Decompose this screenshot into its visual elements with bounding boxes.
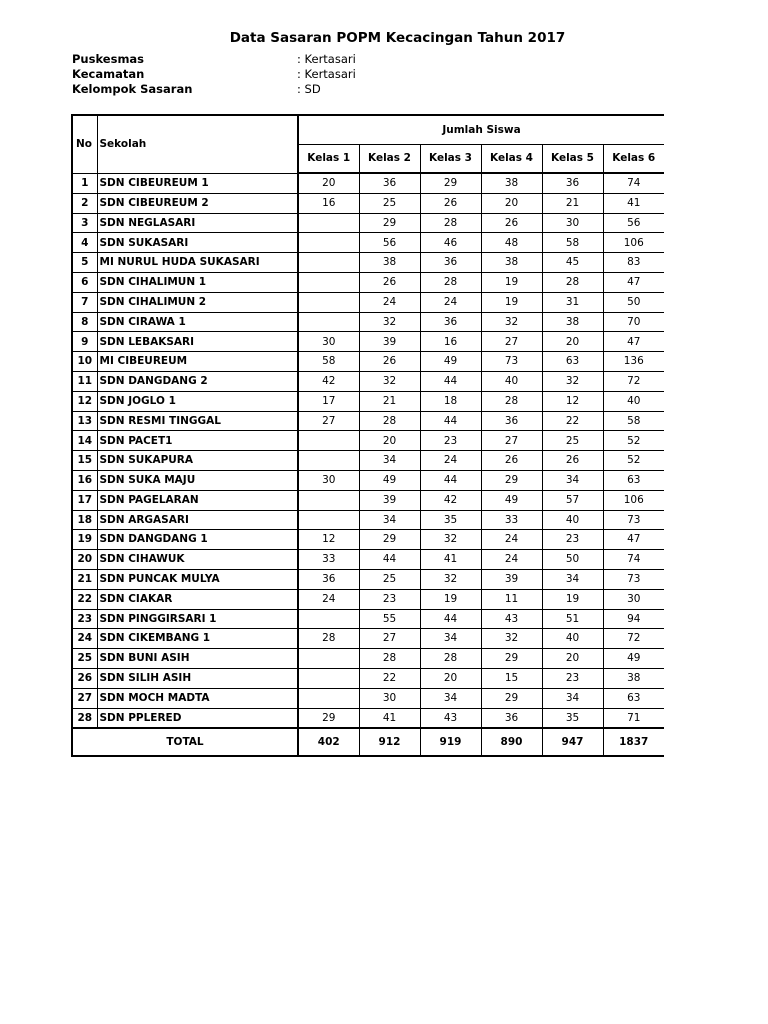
kelas-5-value: 34 — [542, 470, 603, 490]
kelas-6-value: 50 — [603, 292, 664, 312]
row-number: 25 — [72, 649, 97, 669]
row-number: 24 — [72, 629, 97, 649]
kelas-4-value: 40 — [481, 371, 542, 391]
kelas-2-value: 28 — [359, 649, 420, 669]
school-name: MI CIBEUREUM — [97, 352, 298, 372]
kelas-2-value: 25 — [359, 193, 420, 213]
table-row — [72, 490, 664, 510]
kelas-3-value: 44 — [420, 609, 481, 629]
table-row — [72, 510, 664, 530]
info-label-kelompok-sasaran: Kelompok Sasaran — [72, 82, 193, 96]
info-value-kecamatan: : Kertasari — [297, 67, 356, 81]
kelas-1-value: 28 — [298, 629, 359, 649]
header-sekolah: Sekolah — [97, 115, 298, 173]
school-name: MI NURUL HUDA SUKASARI — [97, 253, 298, 273]
row-number: 27 — [72, 688, 97, 708]
table-row — [72, 708, 664, 728]
kelas-2-value: 56 — [359, 233, 420, 253]
school-name: SDN PPLERED — [97, 708, 298, 728]
kelas-2-value: 29 — [359, 530, 420, 550]
table-row — [72, 233, 664, 253]
kelas-4-value: 27 — [481, 431, 542, 451]
school-name: SDN PAGELARAN — [97, 490, 298, 510]
kelas-6-value: 47 — [603, 332, 664, 352]
kelas-6-value: 63 — [603, 688, 664, 708]
kelas-4-value: 19 — [481, 292, 542, 312]
total-kelas-1: 402 — [298, 728, 359, 756]
row-number: 19 — [72, 530, 97, 550]
kelas-3-value: 35 — [420, 510, 481, 530]
kelas-5-value: 38 — [542, 312, 603, 332]
kelas-6-value: 70 — [603, 312, 664, 332]
kelas-4-value: 29 — [481, 470, 542, 490]
kelas-1-value — [298, 510, 359, 530]
table-row — [72, 550, 664, 570]
kelas-5-value: 21 — [542, 193, 603, 213]
school-name: SDN LEBAKSARI — [97, 332, 298, 352]
total-kelas-2: 912 — [359, 728, 420, 756]
kelas-1-value — [298, 688, 359, 708]
kelas-1-value: 29 — [298, 708, 359, 728]
school-name: SDN SUKASARI — [97, 233, 298, 253]
school-name: SDN CIBEUREUM 1 — [97, 173, 298, 193]
row-number: 6 — [72, 272, 97, 292]
kelas-2-value: 34 — [359, 510, 420, 530]
kelas-3-value: 19 — [420, 589, 481, 609]
kelas-3-value: 24 — [420, 451, 481, 471]
school-name: SDN JOGLO 1 — [97, 391, 298, 411]
school-name: SDN PINGGIRSARI 1 — [97, 609, 298, 629]
row-number: 8 — [72, 312, 97, 332]
row-number: 4 — [72, 233, 97, 253]
kelas-3-value: 49 — [420, 352, 481, 372]
kelas-2-value: 55 — [359, 609, 420, 629]
table-row — [72, 649, 664, 669]
table-row — [72, 609, 664, 629]
kelas-1-value: 16 — [298, 193, 359, 213]
kelas-4-value: 26 — [481, 213, 542, 233]
row-number: 23 — [72, 609, 97, 629]
kelas-4-value: 11 — [481, 589, 542, 609]
kelas-3-value: 36 — [420, 253, 481, 273]
row-number: 28 — [72, 708, 97, 728]
kelas-3-value: 26 — [420, 193, 481, 213]
table-row — [72, 173, 664, 193]
school-name: SDN PACET1 — [97, 431, 298, 451]
school-name: SDN PUNCAK MULYA — [97, 569, 298, 589]
kelas-5-value: 40 — [542, 510, 603, 530]
kelas-3-value: 28 — [420, 649, 481, 669]
kelas-6-value: 47 — [603, 530, 664, 550]
kelas-5-value: 50 — [542, 550, 603, 570]
row-number: 15 — [72, 451, 97, 471]
kelas-2-value: 49 — [359, 470, 420, 490]
kelas-6-value: 52 — [603, 431, 664, 451]
kelas-3-value: 41 — [420, 550, 481, 570]
row-number: 21 — [72, 569, 97, 589]
table-row — [72, 668, 664, 688]
data-table — [71, 114, 664, 757]
kelas-4-value: 29 — [481, 649, 542, 669]
kelas-6-value: 63 — [603, 470, 664, 490]
table-header-row — [72, 115, 664, 145]
kelas-5-value: 34 — [542, 688, 603, 708]
school-name: SDN ARGASARI — [97, 510, 298, 530]
kelas-3-value: 46 — [420, 233, 481, 253]
kelas-4-value: 32 — [481, 629, 542, 649]
kelas-2-value: 22 — [359, 668, 420, 688]
kelas-6-value: 38 — [603, 668, 664, 688]
kelas-1-value: 42 — [298, 371, 359, 391]
school-name: SDN SUKA MAJU — [97, 470, 298, 490]
kelas-3-value: 18 — [420, 391, 481, 411]
kelas-1-value: 27 — [298, 411, 359, 431]
kelas-2-value: 29 — [359, 213, 420, 233]
kelas-4-value: 20 — [481, 193, 542, 213]
total-kelas-6: 1837 — [603, 728, 664, 756]
table-row — [72, 312, 664, 332]
kelas-1-value: 12 — [298, 530, 359, 550]
kelas-3-value: 43 — [420, 708, 481, 728]
kelas-2-value: 34 — [359, 451, 420, 471]
row-number: 3 — [72, 213, 97, 233]
row-number: 17 — [72, 490, 97, 510]
document-title: Data Sasaran POPM Kecacingan Tahun 2017 — [229, 30, 566, 46]
kelas-6-value: 74 — [603, 550, 664, 570]
kelas-2-value: 28 — [359, 411, 420, 431]
kelas-2-value: 26 — [359, 272, 420, 292]
table-row — [72, 332, 664, 352]
kelas-4-value: 38 — [481, 173, 542, 193]
row-number: 10 — [72, 352, 97, 372]
row-number: 5 — [72, 253, 97, 273]
table-row — [72, 352, 664, 372]
table-row — [72, 688, 664, 708]
kelas-4-value: 24 — [481, 550, 542, 570]
kelas-2-value: 44 — [359, 550, 420, 570]
row-number: 22 — [72, 589, 97, 609]
kelas-6-value: 58 — [603, 411, 664, 431]
kelas-4-value: 32 — [481, 312, 542, 332]
kelas-2-value: 38 — [359, 253, 420, 273]
kelas-4-value: 49 — [481, 490, 542, 510]
kelas-2-value: 21 — [359, 391, 420, 411]
table-row — [72, 193, 664, 213]
kelas-6-value: 72 — [603, 629, 664, 649]
kelas-5-value: 20 — [542, 649, 603, 669]
table-row — [72, 451, 664, 471]
kelas-4-value: 38 — [481, 253, 542, 273]
kelas-2-value: 20 — [359, 431, 420, 451]
kelas-4-value: 29 — [481, 688, 542, 708]
row-number: 26 — [72, 668, 97, 688]
header-no: No — [72, 115, 97, 173]
kelas-4-value: 26 — [481, 451, 542, 471]
kelas-4-value: 28 — [481, 391, 542, 411]
kelas-2-value: 26 — [359, 352, 420, 372]
kelas-6-value: 136 — [603, 352, 664, 372]
kelas-4-value: 36 — [481, 708, 542, 728]
kelas-2-value: 25 — [359, 569, 420, 589]
kelas-6-value: 72 — [603, 371, 664, 391]
kelas-6-value: 106 — [603, 490, 664, 510]
total-label: TOTAL — [72, 728, 298, 756]
school-name: SDN CIHALIMUN 1 — [97, 272, 298, 292]
school-name: SDN CIBEUREUM 2 — [97, 193, 298, 213]
kelas-1-value — [298, 253, 359, 273]
table-row — [72, 589, 664, 609]
kelas-1-value: 58 — [298, 352, 359, 372]
school-name: SDN SILIH ASIH — [97, 668, 298, 688]
table-row — [72, 371, 664, 391]
row-number: 1 — [72, 173, 97, 193]
school-name: SDN DANGDANG 2 — [97, 371, 298, 391]
kelas-1-value — [298, 272, 359, 292]
kelas-5-value: 57 — [542, 490, 603, 510]
kelas-5-value: 23 — [542, 530, 603, 550]
kelas-4-value: 24 — [481, 530, 542, 550]
kelas-1-value: 30 — [298, 470, 359, 490]
row-number: 18 — [72, 510, 97, 530]
table-row — [72, 431, 664, 451]
kelas-3-value: 44 — [420, 470, 481, 490]
row-number: 12 — [72, 391, 97, 411]
kelas-5-value: 35 — [542, 708, 603, 728]
row-number: 11 — [72, 371, 97, 391]
school-name: SDN CIHAWUK — [97, 550, 298, 570]
info-label-puskesmas: Puskesmas — [72, 52, 145, 66]
kelas-1-value: 33 — [298, 550, 359, 570]
header-kelas-5: Kelas 5 — [542, 145, 603, 174]
kelas-1-value — [298, 292, 359, 312]
total-kelas-5: 947 — [542, 728, 603, 756]
kelas-1-value — [298, 649, 359, 669]
kelas-5-value: 22 — [542, 411, 603, 431]
kelas-4-value: 15 — [481, 668, 542, 688]
table-row — [72, 530, 664, 550]
kelas-3-value: 28 — [420, 213, 481, 233]
kelas-4-value: 48 — [481, 233, 542, 253]
kelas-1-value — [298, 213, 359, 233]
info-value-kelompok-sasaran: : SD — [297, 82, 321, 96]
kelas-2-value: 39 — [359, 490, 420, 510]
kelas-4-value: 27 — [481, 332, 542, 352]
header-kelas-3: Kelas 3 — [420, 145, 481, 174]
school-name: SDN DANGDANG 1 — [97, 530, 298, 550]
kelas-3-value: 28 — [420, 272, 481, 292]
kelas-5-value: 31 — [542, 292, 603, 312]
kelas-1-value — [298, 609, 359, 629]
kelas-1-value — [298, 312, 359, 332]
kelas-1-value: 17 — [298, 391, 359, 411]
kelas-2-value: 32 — [359, 312, 420, 332]
total-kelas-4: 890 — [481, 728, 542, 756]
kelas-1-value: 20 — [298, 173, 359, 193]
kelas-4-value: 73 — [481, 352, 542, 372]
kelas-5-value: 63 — [542, 352, 603, 372]
kelas-1-value — [298, 668, 359, 688]
kelas-3-value: 32 — [420, 569, 481, 589]
kelas-4-value: 36 — [481, 411, 542, 431]
school-name: SDN SUKAPURA — [97, 451, 298, 471]
kelas-6-value: 30 — [603, 589, 664, 609]
kelas-3-value: 24 — [420, 292, 481, 312]
kelas-3-value: 23 — [420, 431, 481, 451]
row-number: 14 — [72, 431, 97, 451]
kelas-4-value: 43 — [481, 609, 542, 629]
table-row — [72, 213, 664, 233]
kelas-2-value: 39 — [359, 332, 420, 352]
row-number: 9 — [72, 332, 97, 352]
row-number: 13 — [72, 411, 97, 431]
row-number: 20 — [72, 550, 97, 570]
kelas-6-value: 52 — [603, 451, 664, 471]
kelas-6-value: 56 — [603, 213, 664, 233]
kelas-1-value: 36 — [298, 569, 359, 589]
kelas-1-value — [298, 490, 359, 510]
kelas-2-value: 32 — [359, 371, 420, 391]
row-number: 2 — [72, 193, 97, 213]
kelas-5-value: 58 — [542, 233, 603, 253]
kelas-5-value: 26 — [542, 451, 603, 471]
header-kelas-4: Kelas 4 — [481, 145, 542, 174]
kelas-3-value: 34 — [420, 688, 481, 708]
kelas-6-value: 73 — [603, 569, 664, 589]
kelas-6-value: 47 — [603, 272, 664, 292]
kelas-5-value: 12 — [542, 391, 603, 411]
school-name: SDN CIAKAR — [97, 589, 298, 609]
kelas-5-value: 25 — [542, 431, 603, 451]
kelas-6-value: 74 — [603, 173, 664, 193]
kelas-3-value: 32 — [420, 530, 481, 550]
school-name: SDN RESMI TINGGAL — [97, 411, 298, 431]
kelas-2-value: 36 — [359, 173, 420, 193]
table-row — [72, 253, 664, 273]
kelas-4-value: 39 — [481, 569, 542, 589]
kelas-6-value: 49 — [603, 649, 664, 669]
kelas-2-value: 23 — [359, 589, 420, 609]
row-number: 7 — [72, 292, 97, 312]
info-label-kecamatan: Kecamatan — [72, 67, 145, 81]
kelas-6-value: 73 — [603, 510, 664, 530]
kelas-4-value: 19 — [481, 272, 542, 292]
header-kelas-2: Kelas 2 — [359, 145, 420, 174]
kelas-5-value: 30 — [542, 213, 603, 233]
kelas-4-value: 33 — [481, 510, 542, 530]
kelas-5-value: 45 — [542, 253, 603, 273]
total-kelas-3: 919 — [420, 728, 481, 756]
kelas-5-value: 40 — [542, 629, 603, 649]
kelas-6-value: 106 — [603, 233, 664, 253]
school-name: SDN CIRAWA 1 — [97, 312, 298, 332]
kelas-6-value: 40 — [603, 391, 664, 411]
kelas-5-value: 28 — [542, 272, 603, 292]
header-jumlah-siswa: Jumlah Siswa — [298, 115, 664, 145]
kelas-3-value: 34 — [420, 629, 481, 649]
kelas-6-value: 41 — [603, 193, 664, 213]
header-kelas-1: Kelas 1 — [298, 145, 359, 174]
school-name: SDN NEGLASARI — [97, 213, 298, 233]
kelas-1-value — [298, 451, 359, 471]
kelas-2-value: 24 — [359, 292, 420, 312]
kelas-3-value: 42 — [420, 490, 481, 510]
total-row — [72, 728, 664, 756]
kelas-6-value: 83 — [603, 253, 664, 273]
school-name: SDN BUNI ASIH — [97, 649, 298, 669]
kelas-3-value: 29 — [420, 173, 481, 193]
table-row — [72, 411, 664, 431]
kelas-2-value: 27 — [359, 629, 420, 649]
kelas-2-value: 41 — [359, 708, 420, 728]
kelas-3-value: 44 — [420, 411, 481, 431]
table-row — [72, 629, 664, 649]
kelas-5-value: 36 — [542, 173, 603, 193]
school-name: SDN MOCH MADTA — [97, 688, 298, 708]
kelas-5-value: 19 — [542, 589, 603, 609]
school-name: SDN CIHALIMUN 2 — [97, 292, 298, 312]
kelas-5-value: 32 — [542, 371, 603, 391]
kelas-3-value: 36 — [420, 312, 481, 332]
kelas-3-value: 20 — [420, 668, 481, 688]
kelas-5-value: 20 — [542, 332, 603, 352]
kelas-6-value: 94 — [603, 609, 664, 629]
table-row — [72, 292, 664, 312]
table-row — [72, 569, 664, 589]
kelas-1-value: 30 — [298, 332, 359, 352]
table-row — [72, 391, 664, 411]
kelas-6-value: 71 — [603, 708, 664, 728]
table-row — [72, 470, 664, 490]
header-kelas-6: Kelas 6 — [603, 145, 664, 174]
kelas-5-value: 23 — [542, 668, 603, 688]
kelas-1-value — [298, 431, 359, 451]
kelas-2-value: 30 — [359, 688, 420, 708]
kelas-5-value: 51 — [542, 609, 603, 629]
kelas-1-value: 24 — [298, 589, 359, 609]
table-row — [72, 272, 664, 292]
school-name: SDN CIKEMBANG 1 — [97, 629, 298, 649]
kelas-1-value — [298, 233, 359, 253]
row-number: 16 — [72, 470, 97, 490]
kelas-3-value: 44 — [420, 371, 481, 391]
kelas-5-value: 34 — [542, 569, 603, 589]
kelas-3-value: 16 — [420, 332, 481, 352]
info-value-puskesmas: : Kertasari — [297, 52, 356, 66]
